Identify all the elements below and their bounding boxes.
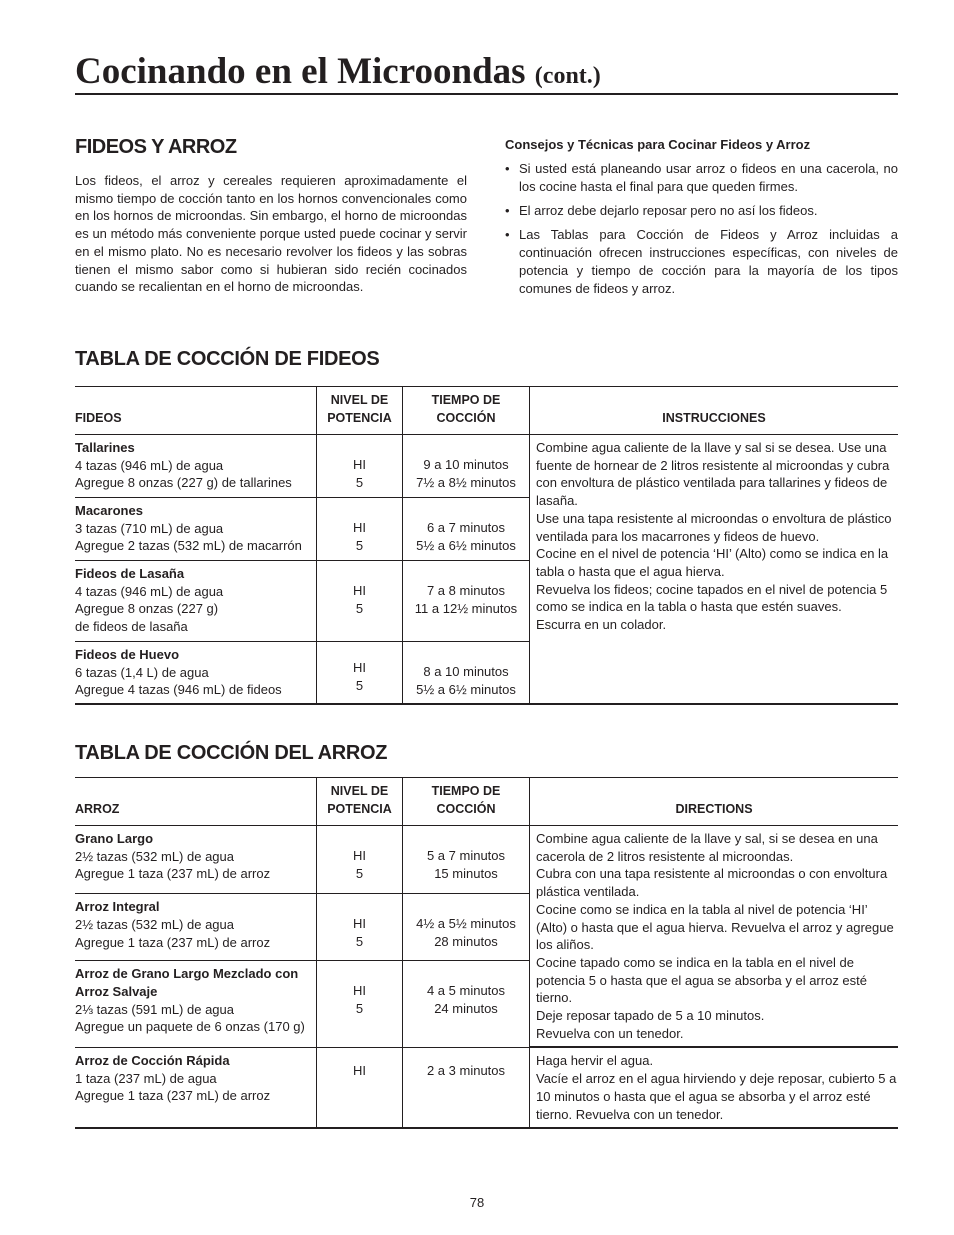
rice-table-title: TABLA DE COCCIÓN DEL ARROZ (75, 742, 388, 764)
table-header-row (75, 387, 898, 435)
power-cell (317, 435, 403, 498)
item-line: 6 tazas (1,4 L) de agua (75, 664, 209, 680)
power-value: 5 (355, 677, 364, 693)
page-title (75, 50, 898, 98)
intro-paragraph: Los fideos, el arroz y cereales requieren aproximadamente el mismo tiempo de cocción tanto en los hornos convencionales como en los hornos de microondas. Sin embargo, el horno de microondas es un método más conveniente porque usted puede cocinar y servir en el mismo plato. No es necesario revolver los fideos y las sobras tienen el mismo sabor como si hubieran sido recién cocinados cuando se recalientan en el horno de microondas. (75, 173, 467, 295)
table-row (75, 435, 898, 498)
time-value: 4½ a 5½ minutos (416, 916, 516, 932)
time-value: 9 a 10 minutos (423, 457, 509, 472)
power-value: 5 (355, 933, 364, 949)
tip-item: • El arroz debe dejarlo reposar pero no así los fideos. (505, 202, 898, 220)
item-line: 2⅓ tazas (591 mL) de agua (75, 1001, 234, 1017)
item-line: Agregue 1 taza (237 mL) de arroz (75, 934, 271, 950)
power-cell (317, 1047, 403, 1128)
item-line: 3 tazas (710 mL) de agua (75, 520, 224, 536)
item-cell (75, 561, 317, 642)
item-line: Agregue 8 onzas (227 g) de tallarines (75, 475, 292, 491)
power-value: 5 (355, 600, 364, 616)
item-line: Agregue 1 taza (237 mL) de arroz (75, 866, 271, 882)
item-line: 4 tazas (946 mL) de agua (75, 457, 224, 473)
power-cell (317, 894, 403, 961)
rice-cooking-table (75, 777, 898, 1129)
column-header-time: TIEMPO DE COCCIÓN (403, 387, 530, 435)
item-name: Arroz de Cocción Rápida (75, 1052, 230, 1068)
item-cell (75, 826, 317, 894)
table-row (75, 826, 898, 894)
time-value: 4 a 5 minutos (426, 983, 506, 999)
item-name: Tallarines (75, 440, 135, 455)
time-cell (403, 826, 530, 894)
time-value: 5½ a 6½ minutos (416, 681, 516, 697)
item-line: Agregue 1 taza (237 mL) de arroz (75, 1088, 271, 1104)
time-cell (403, 561, 530, 642)
instruction-line: Escurra en un colador. (536, 617, 667, 633)
direction-line: Cubra con una tapa resistente al microondas o con envoltura plástica ventilada. (536, 866, 888, 900)
item-cell (75, 498, 317, 561)
time-cell (403, 498, 530, 561)
power-value: HI (353, 916, 366, 932)
instructions-cell (530, 435, 899, 705)
item-cell (75, 894, 317, 961)
power-value: HI (353, 457, 366, 472)
item-line: de fideos de lasaña (75, 619, 188, 635)
item-line: Agregue un paquete de 6 onzas (170 g) (75, 1019, 305, 1035)
item-cell (75, 642, 317, 705)
item-cell (75, 1047, 317, 1128)
time-value: 6 a 7 minutos (426, 520, 506, 535)
power-cell (317, 642, 403, 705)
item-cell (75, 435, 317, 498)
power-value: HI (353, 583, 366, 598)
item-line: 2½ tazas (532 mL) de agua (75, 916, 234, 932)
column-header-time: TIEMPO DE COCCIÓN (403, 778, 530, 826)
item-name: Arroz de Grano Largo Mezclado con Arroz Salvaje (75, 966, 299, 1000)
tips-title: Consejos y Técnicas para Cocinar Fideos y Arroz (505, 137, 811, 152)
power-value: 5 (355, 474, 364, 490)
tip-item: • Si usted está planeando usar arroz o fideos en una cacerola, no los cocine hasta el final para que queden firmes. (505, 160, 898, 196)
item-line: Agregue 4 tazas (946 mL) de fideos (75, 682, 282, 698)
item-name: Grano Largo (75, 831, 154, 846)
time-value: 5 a 7 minutos (426, 848, 506, 863)
time-value: 24 minutos (434, 1001, 498, 1017)
time-value: 2 a 3 minutos (426, 1062, 506, 1078)
power-value: HI (353, 520, 366, 535)
column-header-instructions: INSTRUCCIONES (530, 387, 899, 435)
time-cell (403, 642, 530, 705)
direction-line: Cocine como se indica en la tabla al nivel de potencia ‘HI’ (Alto) o hasta que el agua hierva. Revuelva el arroz y agregue los aliños. (536, 901, 894, 953)
column-header-arroz: ARROZ (75, 778, 317, 826)
column-header-directions: DIRECTIONS (530, 778, 899, 826)
time-cell (403, 1047, 530, 1128)
power-cell (317, 561, 403, 642)
pasta-table-title: TABLA DE COCCIÓN DE FIDEOS (75, 348, 380, 370)
tip-item: • Las Tablas para Cocción de Fideos y Arroz incluidas a continuación ofrecen instrucciones específicas, con niveles de potencia y tiempo de cocción para la mayoría de los tipos comunes de fideos y arroz. (505, 226, 898, 298)
directions-cell (530, 1047, 899, 1128)
time-value: 11 a 12½ minutos (414, 600, 518, 616)
page-title-suffix: (cont.) (534, 63, 601, 89)
power-value: 5 (355, 537, 364, 553)
item-name: Fideos de Huevo (75, 647, 180, 662)
power-value: HI (353, 660, 366, 675)
instruction-line: Revuelva los fideos; cocine tapados en el nivel de potencia 5 como se indica en la tabla o hasta que estén suaves. (536, 581, 888, 615)
time-value: 7½ a 8½ minutos (416, 474, 516, 490)
title-rule (75, 93, 898, 95)
item-line: 2½ tazas (532 mL) de agua (75, 848, 234, 864)
item-name: Arroz Integral (75, 899, 160, 915)
time-cell (403, 961, 530, 1048)
item-name: Fideos de Lasaña (75, 566, 185, 581)
item-line: 1 taza (237 mL) de agua (75, 1070, 217, 1086)
power-value: HI (353, 983, 366, 999)
power-value: 5 (355, 1001, 364, 1017)
direction-line: Cocine tapado como se indica en la tabla en el nivel de potencia 5 o hasta que el agua se absorba y el arroz esté tierno. (536, 954, 867, 1006)
table-header-row (75, 778, 898, 826)
power-value: 5 (355, 865, 364, 881)
item-name: Macarones (75, 503, 143, 518)
item-line: Agregue 2 tazas (532 mL) de macarrón (75, 538, 302, 554)
instruction-line: Use una tapa resistente al microondas o envoltura de plástico ventilada para los macarrones y fideos de huevo. (536, 510, 892, 544)
directions-cell (530, 826, 899, 1048)
time-value: 15 minutos (434, 865, 498, 881)
direction-line: Vacíe el arroz en el agua hirviendo y deje reposar, cubierto 5 a 10 minutos o hasta que el agua se absorba y el arroz esté tierno. Revuelva con un tenedor. (536, 1071, 897, 1122)
column-header-fideos: FIDEOS (75, 387, 317, 435)
section-heading-fideos-y-arroz: FIDEOS Y ARROZ (75, 136, 237, 158)
time-value: 5½ a 6½ minutos (416, 537, 516, 553)
time-cell (403, 435, 530, 498)
power-value: HI (353, 1062, 366, 1078)
direction-line: Revuelva con un tenedor. (536, 1025, 684, 1041)
direction-line: Combine agua caliente de la llave y sal, si se desea en una cacerola de 2 litros resistente al microondas. (536, 831, 878, 864)
instruction-line: Cocine en el nivel de potencia ‘HI’ (Alto) como se indica en la tabla o hasta que el agua hierva. (536, 546, 889, 579)
table-row (75, 1047, 898, 1128)
column-header-power: NIVEL DE POTENCIA (317, 778, 403, 826)
column-header-power: NIVEL DE POTENCIA (317, 387, 403, 435)
pasta-cooking-table (75, 386, 898, 705)
power-value: HI (353, 848, 366, 863)
time-value: 7 a 8 minutos (426, 583, 506, 598)
power-cell (317, 498, 403, 561)
power-cell (317, 961, 403, 1048)
item-line: Agregue 8 onzas (227 g) (75, 601, 219, 617)
time-cell (403, 894, 530, 961)
page-number: 78 (469, 1195, 485, 1210)
direction-line: Deje reposar tapado de 5 a 10 minutos. (536, 1008, 765, 1024)
item-line: 4 tazas (946 mL) de agua (75, 583, 224, 599)
item-cell (75, 961, 317, 1048)
direction-line: Haga hervir el agua. (536, 1053, 654, 1069)
instruction-line: Combine agua caliente de la llave y sal si se desea. Use una fuente de hornear de 2 litros resistente al microondas y cubra con envoltura de plástico ventilada para tallarines y fideos de lasaña. (536, 440, 890, 509)
tips-list (505, 160, 898, 304)
power-cell (317, 826, 403, 894)
page-title-text: Cocinando en el Microondas (75, 51, 526, 92)
time-value: 28 minutos (434, 933, 498, 949)
time-value: 8 a 10 minutos (423, 664, 509, 679)
